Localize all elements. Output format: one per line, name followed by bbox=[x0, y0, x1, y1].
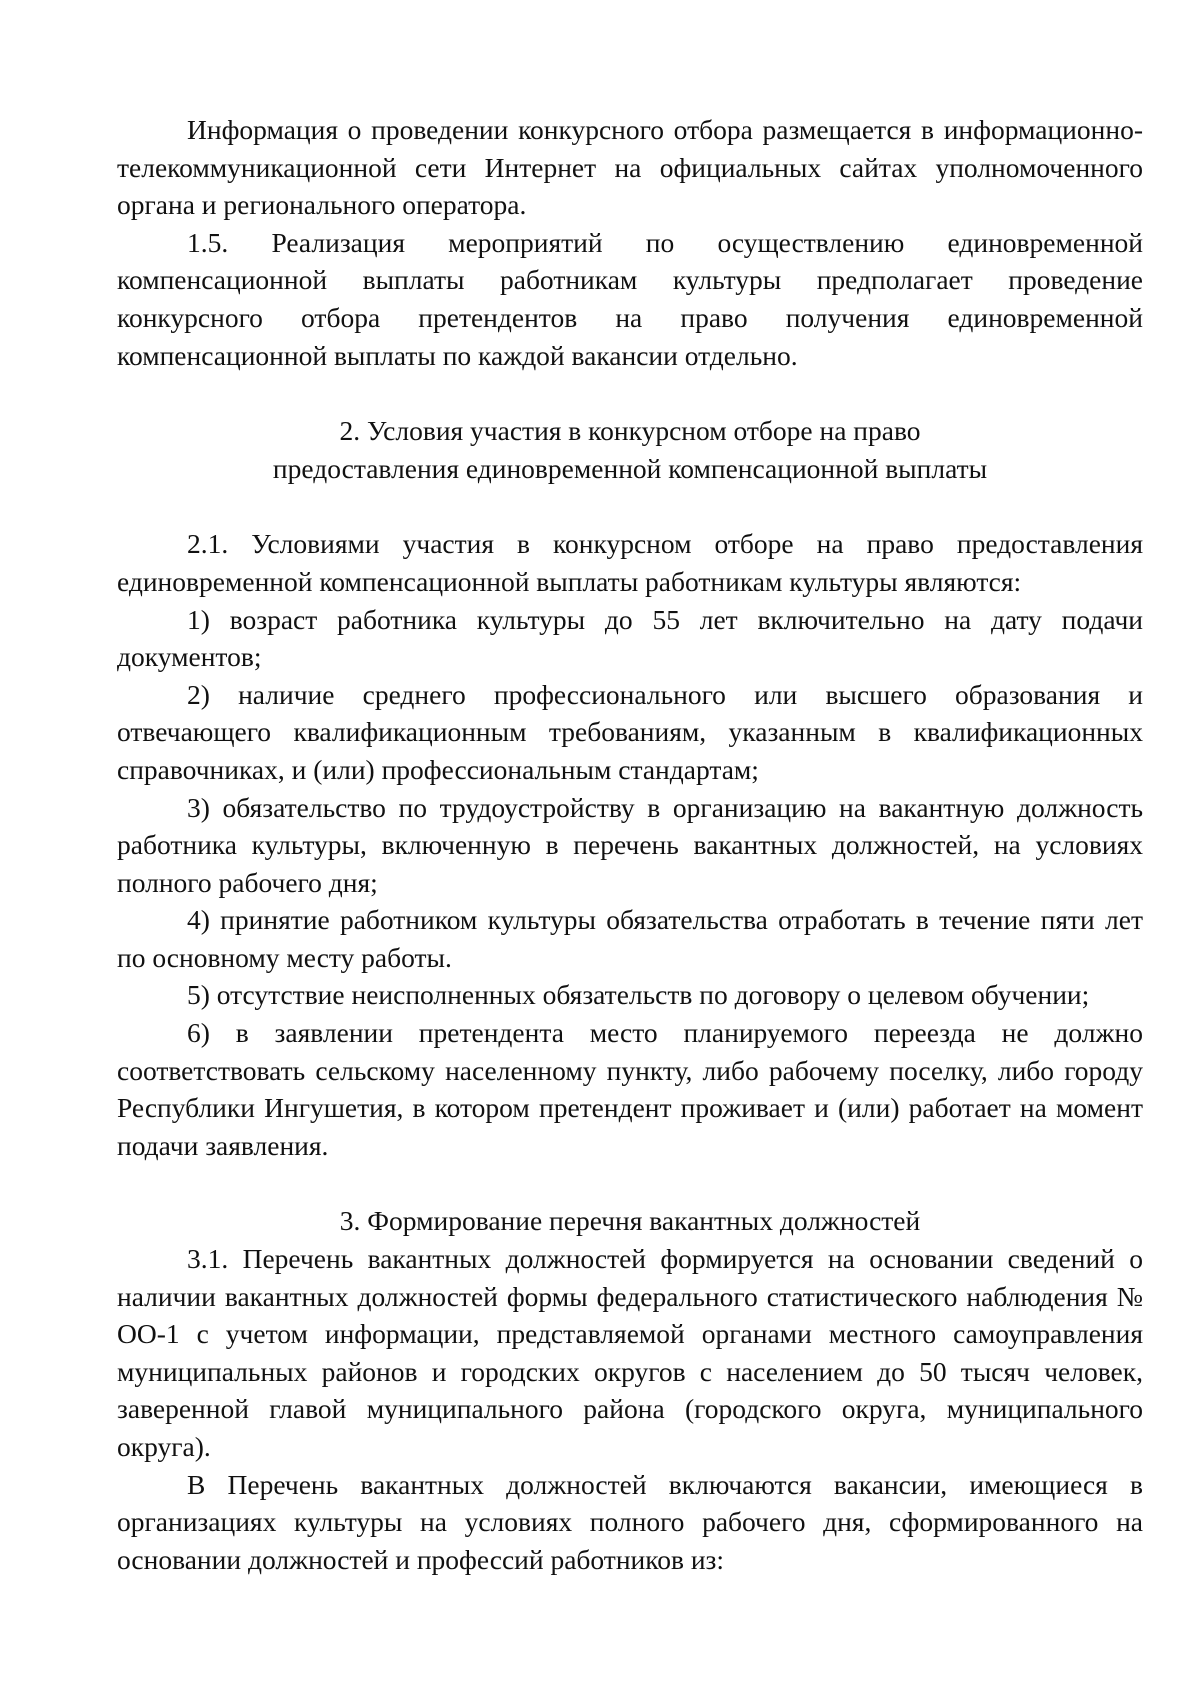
list-item-condition-4: 4) принятие работником культуры обязательства отработать в течение пяти лет по основному месту работы. bbox=[117, 904, 1143, 973]
paragraph-1-5: 1.5. Реализация мероприятий по осуществлению единовременной компенсационной выплаты работникам культуры предполагает проведение конкурсного отбора претендентов на право получения единовременной компенсационной выплаты по каждой вакансии отдельно. bbox=[117, 226, 1143, 371]
paragraph-2-1: 2.1. Условиями участия в конкурсном отборе на право предоставления единовременной компенсационной выплаты работникам культуры являются: bbox=[117, 528, 1143, 597]
section-2-heading-line-1: 2. Условия участия в конкурсном отборе на право bbox=[339, 415, 921, 447]
list-item-condition-5: 5) отсутствие неисполненных обязательств по договору о целевом обучении; bbox=[187, 979, 1090, 1011]
list-item-condition-3: 3) обязательство по трудоустройству в организацию на вакантную должность работника культуры, включенную в перечень вакантных должностей, на условиях полного рабочего дня; bbox=[117, 791, 1143, 898]
section-3-heading: 3. Формирование перечня вакантных должностей bbox=[339, 1205, 921, 1237]
spacer bbox=[117, 1164, 1143, 1202]
section-2-heading bbox=[117, 412, 1143, 487]
list-item-condition-6: 6) в заявлении претендента место планируемого переезда не должно соответствовать сельскому населенному пункту, либо рабочему поселку, либо городу Республики Ингушетия, в котором претендент проживает и (или) работает на момент подачи заявления. bbox=[117, 1017, 1143, 1161]
paragraph-3-1: 3.1. Перечень вакантных должностей формируется на основании сведений о наличии вакантных должностей формы федерального статистического наблюдения № ОО-1 с учетом информации, представляемой органами местного самоуправления муниципальных районов и городских округов с населением до 50 тысяч человек, заверенной главой муниципального района (городского округа, муниципального округа). bbox=[117, 1243, 1143, 1462]
paragraph-3-vacancies: В Перечень вакантных должностей включаются вакансии, имеющиеся в организациях культуры на условиях полного рабочего дня, сформированного на основании должностей и профессий работников из: bbox=[117, 1468, 1143, 1575]
spacer bbox=[117, 374, 1143, 412]
section-2-heading-line-2: предоставления единовременной компенсационной выплаты bbox=[272, 452, 988, 484]
list-item-condition-2: 2) наличие среднего профессионального или высшего образования и отвечающего квалификационным требованиям, указанным в квалификационных справочниках, и (или) профессиональным стандартам; bbox=[117, 678, 1143, 785]
document-page bbox=[117, 111, 1143, 1578]
spacer bbox=[117, 487, 1143, 525]
paragraph-info-publication: Информация о проведении конкурсного отбора размещается в информационно-телекоммуникационной сети Интернет на официальных сайтах уполномоченного органа и регионального оператора. bbox=[117, 114, 1143, 221]
list-item-condition-1: 1) возраст работника культуры до 55 лет включительно на дату подачи документов; bbox=[117, 603, 1143, 673]
